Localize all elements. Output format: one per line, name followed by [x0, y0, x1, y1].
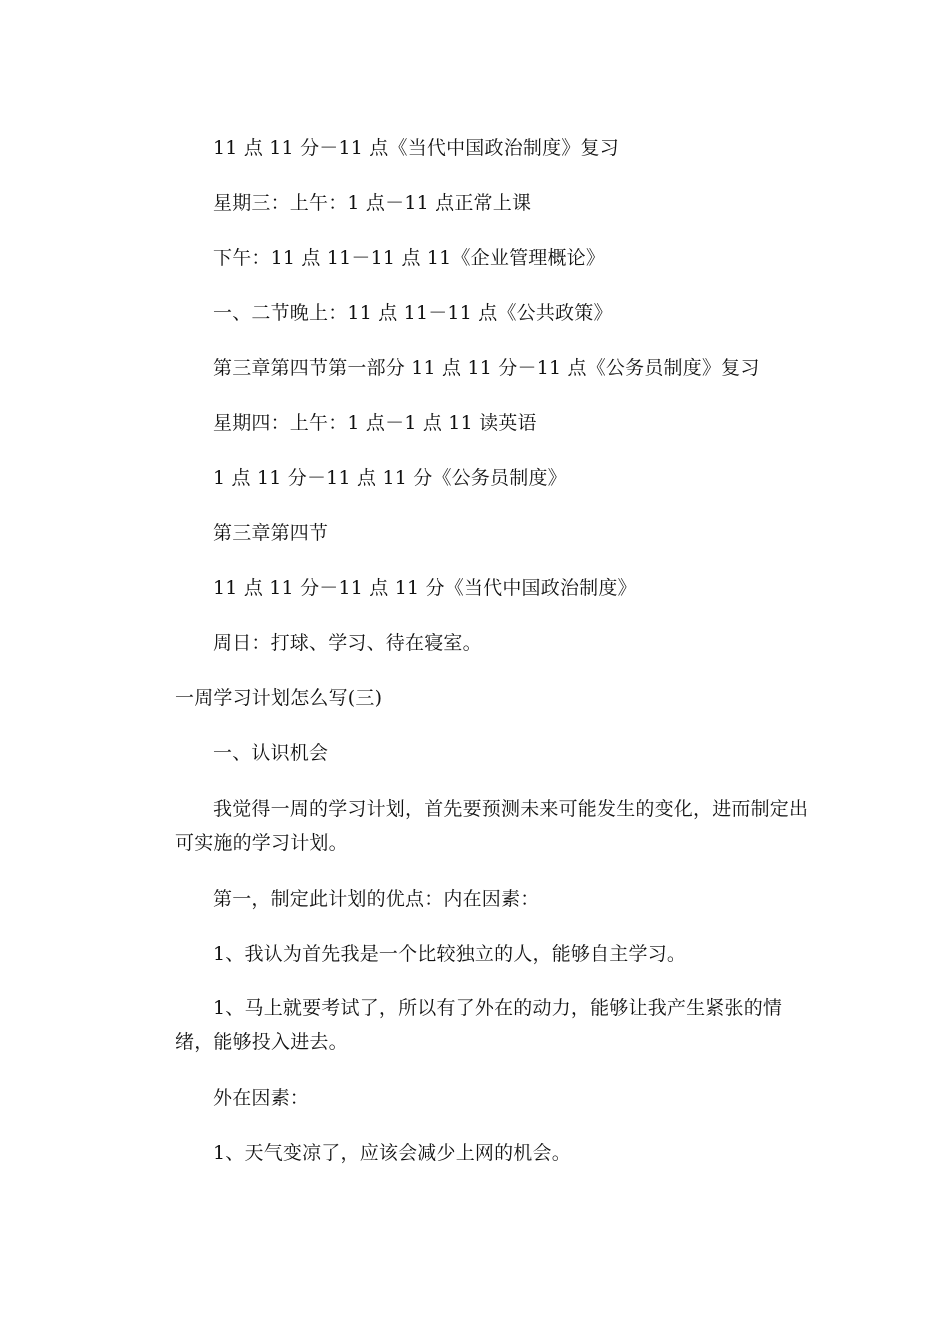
- schedule-line: 星期三：上午：1 点－11 点正常上课: [213, 192, 532, 214]
- schedule-line: 第三章第四节第一部分 11 点 11 分－11 点《公务员制度》复习: [213, 357, 760, 379]
- section-title: 一周学习计划怎么写(三): [175, 687, 383, 709]
- subsection-title: 一、认识机会: [213, 742, 329, 764]
- body-paragraph: 1、马上就要考试了，所以有了外在的动力，能够让我产生紧张的情绪，能够投入进去。: [175, 997, 783, 1053]
- body-paragraph: 1、天气变凉了，应该会减少上网的机会。: [213, 1142, 571, 1164]
- body-paragraph: 第一，制定此计划的优点：内在因素：: [213, 888, 540, 910]
- schedule-line: 周日：打球、学习、待在寝室。: [213, 632, 482, 654]
- schedule-line: 第三章第四节: [213, 522, 329, 544]
- schedule-line: 11 点 11 分－11 点《当代中国政治制度》复习: [213, 137, 619, 159]
- schedule-line: 一、二节晚上：11 点 11－11 点《公共政策》: [213, 302, 613, 324]
- schedule-line: 1 点 11 分－11 点 11 分《公务员制度》: [213, 467, 567, 489]
- schedule-line: 下午：11 点 11－11 点 11《企业管理概论》: [213, 247, 606, 269]
- schedule-line: 星期四：上午：1 点－1 点 11 读英语: [213, 412, 537, 434]
- body-paragraph: 我觉得一周的学习计划，首先要预测未来可能发生的变化，进而制定出可实施的学习计划。: [175, 798, 809, 854]
- schedule-line: 11 点 11 分－11 点 11 分《当代中国政治制度》: [213, 577, 637, 599]
- body-paragraph: 1、我认为首先我是一个比较独立的人，能够自主学习。: [213, 943, 687, 965]
- body-paragraph: 外在因素：: [213, 1087, 310, 1109]
